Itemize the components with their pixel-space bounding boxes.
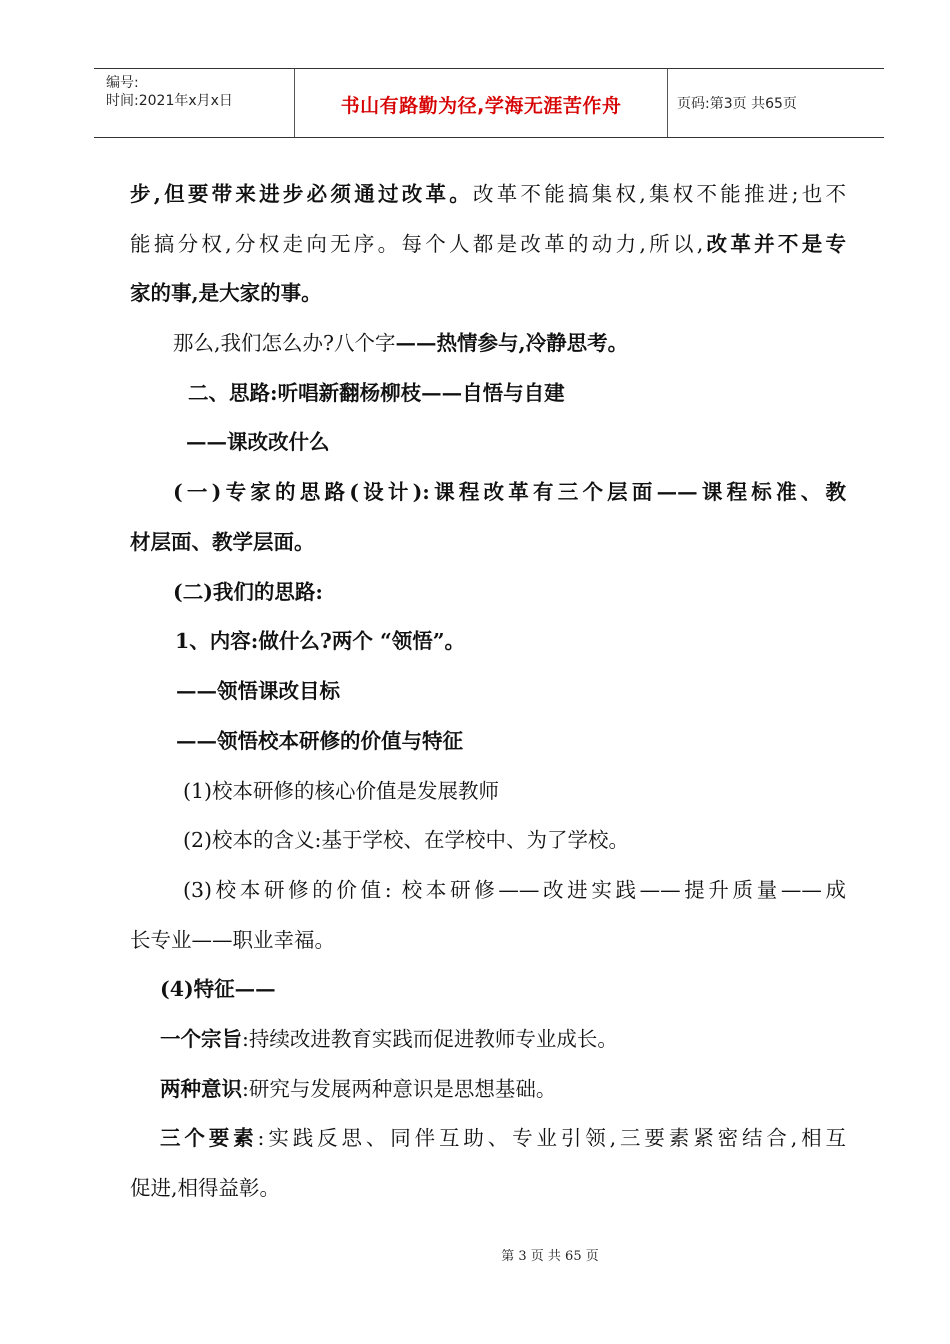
- serial-label: 编号:: [106, 75, 139, 91]
- paragraph-line: (一)专家的思路(设计):课程改革有三个层面——课程标准、教: [173, 480, 846, 504]
- body-text: 能搞分权,分权走向无序。每个人都是改革的动力,所以,: [130, 232, 704, 256]
- paragraph-line: 家的事,是大家的事。: [130, 281, 322, 305]
- header-page-label: 页码:第3页 共65页: [677, 96, 797, 112]
- page-footer: [0, 1245, 950, 1264]
- header-motto-cell: [294, 69, 668, 137]
- feature-label: 一个宗旨: [160, 1027, 242, 1051]
- motto-text: 书山有路勤为径,学海无涯苦作舟: [340, 95, 622, 117]
- list-item: (4)特征——: [160, 977, 276, 1001]
- feature-item: [160, 1025, 618, 1053]
- paragraph-line: 促进,相得益彰。: [130, 1176, 281, 1200]
- body-text: :实践反思、同伴互助、专业引领,三要素紧密结合,相互: [257, 1126, 846, 1150]
- paragraph-line: [130, 180, 846, 208]
- header-meta-cell: [94, 69, 294, 137]
- paragraph-line: 材层面、教学层面。: [130, 530, 315, 554]
- list-item: (1)校本研修的核心价值是发展教师: [183, 779, 500, 803]
- body-text: 那么,我们怎么办?八个字: [173, 331, 396, 355]
- subsection-heading: (二)我们的思路:: [173, 580, 323, 604]
- bold-text: ——热情参与,冷静思考。: [395, 331, 629, 355]
- bold-text: 改革并不是专: [703, 232, 846, 256]
- time-label: 时间:2021年x月x日: [106, 93, 233, 109]
- paragraph-line: 长专业——职业幸福。: [130, 928, 335, 952]
- section-heading: 二、思路:听唱新翻杨柳枝——自悟与自建: [188, 381, 565, 405]
- body-text: :研究与发展两种意识是思想基础。: [242, 1077, 557, 1101]
- document-header: [94, 68, 884, 138]
- list-item: (3)校本研修的价值: 校本研修——改进实践——提升质量——成: [183, 878, 846, 902]
- feature-label: 三个要素: [160, 1126, 258, 1150]
- body-text: 改革不能搞集权,集权不能推进;也不: [472, 182, 846, 206]
- footer-page-number: 第 3 页 共 65 页: [501, 1249, 599, 1264]
- feature-item: [160, 1075, 556, 1103]
- paragraph-line: [130, 230, 846, 258]
- list-item: ——领悟校本研修的价值与特征: [176, 729, 463, 753]
- feature-item: [160, 1124, 846, 1152]
- list-heading: 1、内容:做什么?两个 “领悟”。: [175, 629, 466, 653]
- paragraph-line: [173, 329, 628, 357]
- list-item: (2)校本的含义:基于学校、在学校中、为了学校。: [183, 828, 629, 852]
- feature-label: 两种意识: [160, 1077, 242, 1101]
- bold-text: 步,但要带来进步必须通过改革。: [130, 182, 473, 206]
- subsection-heading: ——课改改什么: [186, 430, 330, 454]
- list-item: ——领悟课改目标: [176, 679, 340, 703]
- header-page-cell: [667, 69, 884, 137]
- body-text: :持续改进教育实践而促进教师专业成长。: [242, 1027, 618, 1051]
